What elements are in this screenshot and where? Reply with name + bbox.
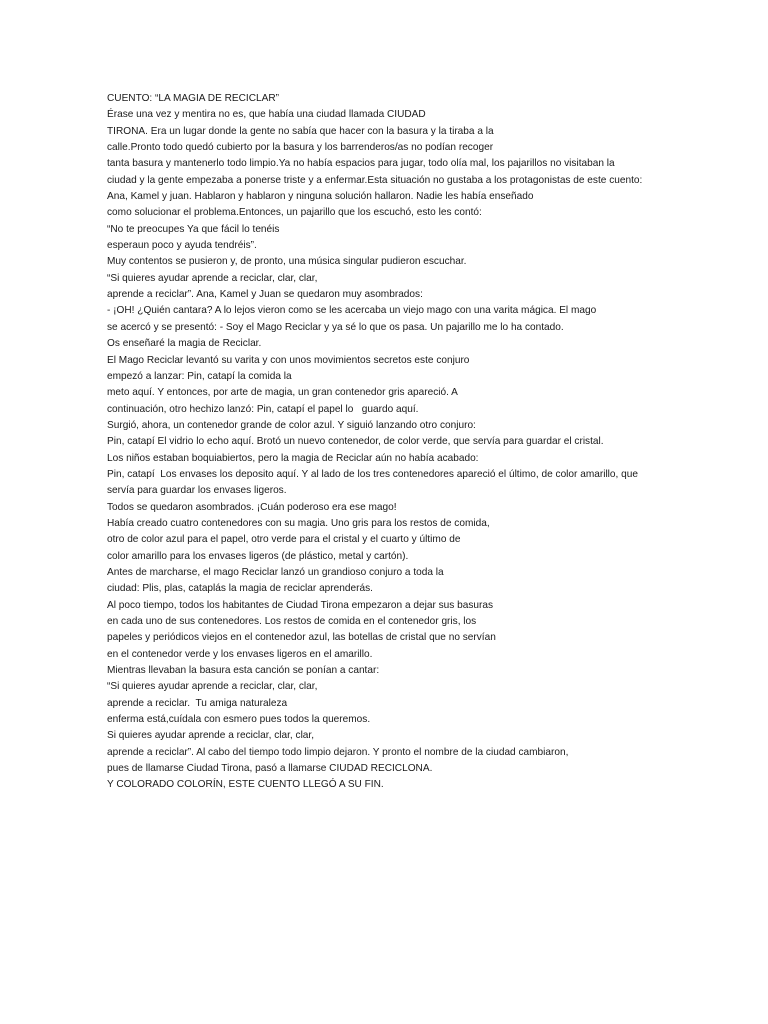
- text-line: TIRONA. Era un lugar donde la gente no sabía que hacer con la basura y la tiraba a la: [107, 125, 494, 137]
- text-line: El Mago Reciclar levantó su varita y con unos movimientos secretos este conjuro: [107, 354, 470, 366]
- text-line: otro de color azul para el papel, otro verde para el cristal y el cuarto y último de: [107, 534, 461, 546]
- text-line: Ana, Kamel y juan. Hablaron y hablaron y ninguna solución hallaron. Nadie les había enseñado: [107, 191, 534, 203]
- text-line: “No te preocupes Ya que fácil lo tenéis: [107, 223, 280, 235]
- story-ending: Y COLORADO COLORÍN, ESTE CUENTO LLEGÓ A SU FIN.: [107, 779, 384, 791]
- text-line: aprende a reciclar. Tu amiga naturaleza: [107, 697, 288, 709]
- text-line: continuación, otro hechizo lanzó: Pin, catapí el papel lo guardo aquí.: [107, 403, 419, 415]
- text-line: se acercó y se presentó: - Soy el Mago Reciclar y ya sé lo que os pasa. Un pajarillo me lo ha contado.: [107, 321, 564, 333]
- text-line: Los niños estaban boquiabiertos, pero la magia de Reciclar aún no había acabado:: [107, 452, 479, 464]
- text-line: Os enseñaré la magia de Reciclar.: [107, 338, 262, 350]
- text-line: color amarillo para los envases ligeros (de plástico, metal y cartón).: [107, 550, 409, 562]
- story-title: CUENTO: “LA MAGIA DE RECICLAR”: [107, 93, 280, 104]
- text-line: ciudad y la gente empezaba a ponerse triste y a enfermar.Esta situación no gustaba a los protagonistas de este cuento:: [107, 174, 643, 186]
- text-line: Antes de marcharse, el mago Reciclar lanzó un grandioso conjuro a toda la: [107, 566, 444, 578]
- text-line: servía para guardar los envases ligeros.: [107, 485, 287, 497]
- text-line: Pin, catapí Los envases los deposito aquí. Y al lado de los tres contenedores apareció el último, de color amarillo, que: [107, 468, 638, 480]
- text-line: pues de llamarse Ciudad Tirona, pasó a llamarse CIUDAD RECICLONA.: [107, 763, 433, 775]
- text-line: enferma está,cuídala con esmero pues todos la queremos.: [107, 714, 371, 726]
- text-line: papeles y periódicos viejos en el contenedor azul, las botellas de cristal que no servían: [107, 632, 496, 644]
- text-line: Todos se quedaron asombrados. ¡Cuán poderoso era ese mago!: [107, 501, 397, 513]
- text-line: “Si quieres ayudar aprende a reciclar, clar, clar,: [107, 681, 318, 693]
- text-line: Mientras llevaban la basura esta canción se ponían a cantar:: [107, 665, 380, 677]
- text-line: tanta basura y mantenerlo todo limpio.Ya no había espacios para jugar, todo olía mal, los pajarillos no visitaban la: [107, 158, 615, 170]
- text-line: aprende a reciclar”. Al cabo del tiempo todo limpio dejaron. Y pronto el nombre de la ciudad cambiaron,: [107, 746, 569, 758]
- text-line: Érase una vez y mentira no es, que había una ciudad llamada CIUDAD: [107, 109, 426, 121]
- text-line: empezó a lanzar: Pin, catapí la comida la: [107, 370, 292, 382]
- text-line: Había creado cuatro contenedores con su magia. Uno gris para los restos de comida,: [107, 517, 490, 529]
- text-line: Surgió, ahora, un contenedor grande de color azul. Y siguió lanzando otro conjuro:: [107, 419, 476, 431]
- text-line: aprende a reciclar”. Ana, Kamel y Juan se quedaron muy asombrados:: [107, 289, 423, 301]
- text-line: Si quieres ayudar aprende a reciclar, clar, clar,: [107, 730, 315, 742]
- text-line: ciudad: Plis, plas, cataplás la magia de reciclar aprenderás.: [107, 583, 373, 595]
- story-text: [107, 91, 667, 794]
- text-line: meto aquí. Y entonces, por arte de magia, un gran contenedor gris apareció. A: [107, 387, 458, 399]
- text-line: “Si quieres ayudar aprende a reciclar, clar, clar,: [107, 272, 318, 284]
- text-line: calle.Pronto todo quedó cubierto por la basura y los barrenderos/as no podían recoger: [107, 142, 494, 154]
- text-line: esperaun poco y ayuda tendréis”.: [107, 240, 257, 252]
- text-line: - ¡OH! ¿Quién cantara? A lo lejos vieron como se les acercaba un viejo mago con una varita mágica. El mago: [107, 305, 597, 317]
- text-line: en el contenedor verde y los envases ligeros en el amarillo.: [107, 648, 373, 660]
- text-line: como solucionar el problema.Entonces, un pajarillo que los escuchó, esto les contó:: [107, 207, 482, 219]
- text-line: Al poco tiempo, todos los habitantes de Ciudad Tirona empezaron a dejar sus basuras: [107, 599, 494, 611]
- text-line: Muy contentos se pusieron y, de pronto, una música singular pudieron escuchar.: [107, 256, 467, 268]
- text-line: en cada uno de sus contenedores. Los restos de comida en el contenedor gris, los: [107, 616, 477, 627]
- text-line: Pin, catapí El vidrio lo echo aquí. Brotó un nuevo contenedor, de color verde, que servía para guardar el cristal.: [107, 436, 604, 448]
